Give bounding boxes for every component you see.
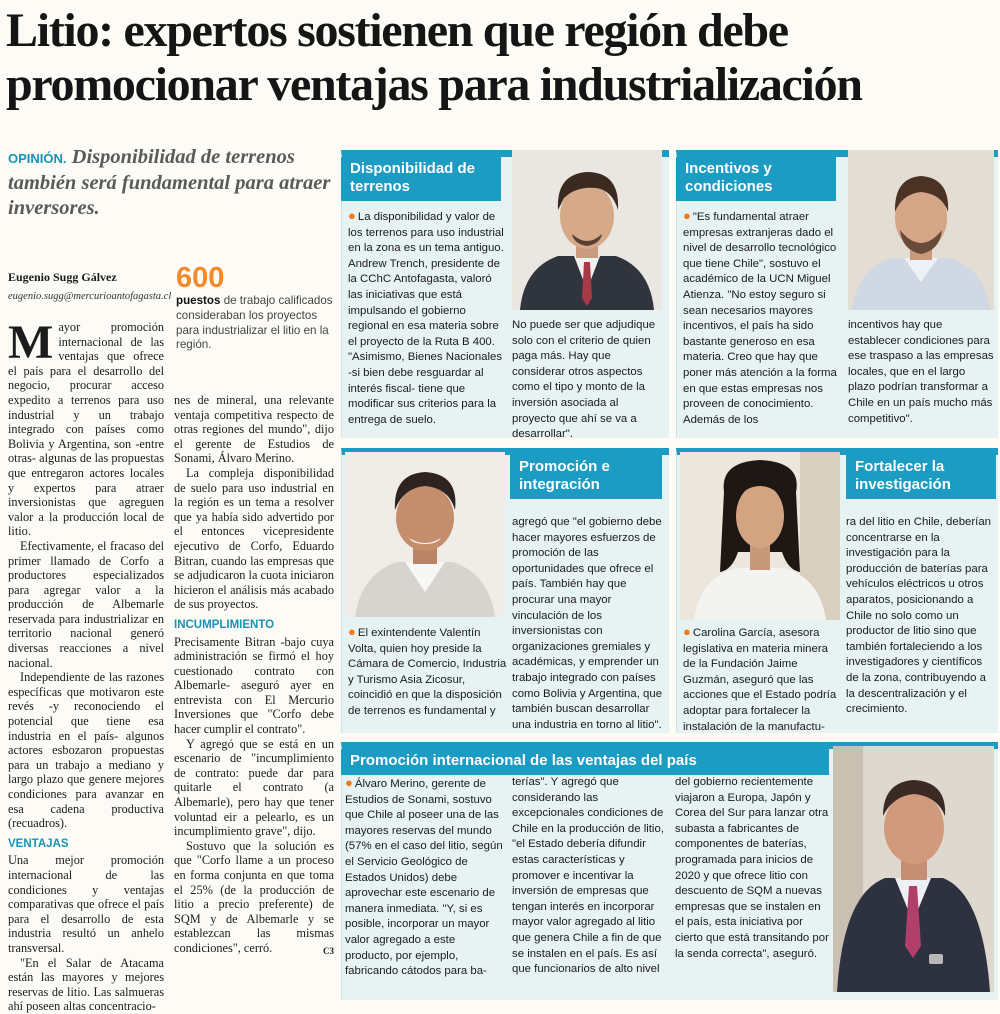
portrait-image xyxy=(512,150,662,310)
bullet-icon: ● xyxy=(345,775,353,790)
kicker-tag: OPINIÓN. xyxy=(8,151,67,166)
portrait-photo-carolina-garcia xyxy=(680,452,840,620)
box-text-col-1: ● Álvaro Merino, gerente de Estudios de Sonami, sostuvo que Chile al poseer una de las mayores reservas del mundo (57% en el caso del litio, según el Servicio Geológico de Estados Unidos) debe aprovechar este escenario de manera inmediata. "Y, si es posible, incorporar un mayor valor agregado a este producto, por ejemplo, fabricando cátodos para ba- xyxy=(345,775,503,978)
headline-line-1: Litio: expertos sostienen que región debe xyxy=(6,4,788,57)
box-text-left: ● La disponibilidad y valor de los terrenos para uso industrial en la zona es un tema antiguo. Andrew Trench, presidente de la CChC Antofagasta, valoró las iniciativas que está impulsando el gobierno regional en esa materia sobre el proyecto de la Ruta B 400. "Asimismo, Bienes Nacionales -si bien debe resguardar al interés fiscal- tiene que modificar sus criterios para la entrega de suelo. xyxy=(348,208,504,426)
box-text-right: incentivos hay que establecer condiciones para ese traspaso a las empresas locales, que en el largo plazo podrían transformar a Chile en un país mucho más competitivo". xyxy=(848,319,994,425)
headline-line-2: promocionar ventajas para industrialización xyxy=(6,58,862,111)
portrait-photo-andrew-trench xyxy=(512,150,662,310)
article-paragraph: Precisamente Bitran -bajo cuya administración se firmó el hoy cuestionado contrato con Albemarle- aseguró ayer en entrevista con El Mercurio Inversiones que "Corfo debe hacer cumplir el contrato". xyxy=(174,634,334,737)
box-text-right: agregó que "el gobierno debe hacer mayores esfuerzos de promoción de las oportunidades que ofrece el país. También hay que procurar una mayor vinculación de los inversionistas con organizaciones gremiales y académicas, y emprender un trabajo integrado con países como Bolivia y Argentina, que también buscan desarrollar una industria en torno al litio". xyxy=(512,516,663,731)
bullet-icon: ● xyxy=(683,208,691,223)
box-text-col-2: terías". Y agregó que considerando las excepcionales condiciones de Chile en la producción de litio, "el Estado debería difundir estas características y promover e incentivar la inversión de empresas que tengan interés en incorporar mayor valor agregado al litio que genera Chile a fin de que se instalen en el país. Es así que funcionarios de alto nivel xyxy=(512,776,664,976)
stat-number: 600 xyxy=(176,262,225,294)
stat-block xyxy=(176,262,338,353)
bullet-icon: ● xyxy=(348,624,356,639)
portrait-image xyxy=(848,150,994,310)
portrait-photo-alvaro-merino xyxy=(833,746,994,992)
box-title: Promoción internacional de las ventajas del país xyxy=(341,749,829,775)
article-paragraph: Sostuvo que la solución es que "Corfo llame a un proceso en forma conjunta en que toma el 25% (de la producción de litio a precio preferente) de SQM y de Albemarle y se establezcan las mismas condiciones", cerró. xyxy=(174,838,334,955)
portrait-image xyxy=(680,452,840,620)
box-text-left: ● Carolina García, asesora legislativa en materia minera de la Fundación Jaime Guzmán, aseguró que las acciones que el Estado podría adoptar para fortalecer la instalación de la manufactu- xyxy=(683,624,837,733)
box-text-col-3: del gobierno recientemente viajaron a Europa, Japón y Corea del Sur para lanzar otra subasta a fabricantes de componentes de baterías, programada para inicios de 2020 y que ofrece litio con descuento de SQM a nuevas empresas que se instalen en el país, esta iniciativa por cierto que está transitando por la senda correcta", aseguró. xyxy=(675,776,829,960)
portrait-image xyxy=(345,452,505,617)
article-paragraph: Independiente de las razones específicas que motivaron este revés -y reconociendo el potencial que tiene esa industria en el país- algunos actores esbozaron propuestas para un trabajo a mediano y largo plazo que genere mejores condiciones para avanzar en esa cadena productiva (recuadros). xyxy=(8,670,164,831)
kicker-text: Disponibilidad de terrenos también será fundamental para atraer inversores. xyxy=(8,146,331,219)
article-paragraph: Una mejor promoción internacional de las condiciones y ventajas comparativas que ofrece el país para el desarrollo de esta industria resultó un anhelo transversal. xyxy=(8,853,164,955)
portrait-image xyxy=(833,746,994,992)
bullet-icon: ● xyxy=(683,624,691,639)
stat-label: puestos xyxy=(176,294,221,307)
box-text-right: ra del litio en Chile, deberían concentrarse en la investigación para la producción de baterías para vehículos eléctricos u otros aparatos, posicionando a Chile no solo como un productor de litio sino que también fortaleciendo a los investigadores y científicos de la zona, contribuyendo a la descentralización y el crecimiento. xyxy=(846,516,992,716)
byline-author: Eugenio Sugg Gálvez xyxy=(8,270,117,284)
stat-text: de trabajo calificados consideraban los proyectos para industrializar el litio en la región. xyxy=(176,294,333,352)
box-text-right: No puede ser que adjudique solo con el criterio de quien paga más. Hay que considerar otros aspectos como el tipo y monto de la inversión asociada al proyecto que ahí se va a desarrollar". xyxy=(512,319,656,441)
box-title: Fortalecer la investigación xyxy=(846,455,996,499)
section-heading-incumplimiento: INCUMPLIMIENTO xyxy=(174,618,275,631)
byline xyxy=(8,270,178,302)
byline-email[interactable]: eugenio.sugg@mercurioantofagasta.cl xyxy=(8,291,172,302)
article-paragraph: La compleja disponibilidad de suelo para uso industrial en la región es un tema a resolver que ya había sido advertido por el entonces vicepresidente ejecutivo de Corfo, Eduardo Bitran, cuando las empresas que se adjudicaron la cuota iniciaron hicieron el análisis más acabado de sus proyectos. xyxy=(174,465,334,612)
kicker xyxy=(8,145,332,221)
bullet-icon: ● xyxy=(348,208,356,223)
article-paragraph: "En el Salar de Atacama están las mayores y mejores reservas de litio. Las salmueras ahí poseen altas concentracio- xyxy=(8,955,164,1014)
box-text-left: ● El exintendente Valentín Volta, quien hoy preside la Cámara de Comercio, Industria y Turismo Asia Zicosur, coincidió en que la disposición de terrenos es fundamental y xyxy=(348,624,507,717)
portrait-photo-valentin-volta xyxy=(345,452,505,617)
box-title: Incentivos y condiciones xyxy=(676,157,836,201)
article-paragraph: nes de mineral, una relevante ventaja competitiva respecto de otras regiones del mundo", dijo el gerente de Estudios de Sonami, Álvaro Merino. xyxy=(174,393,334,466)
box-title: Disponibilidad de terrenos xyxy=(341,157,501,201)
article-column-1 xyxy=(8,316,164,1014)
box-title: Promoción e integración xyxy=(510,455,662,499)
article-column-2 xyxy=(174,393,334,993)
article-paragraph: Y agregó que se está en un escenario de "incumplimiento de contrato: puede dar para quitarle el contrato (a Albemarle), pero hay que tener voluntad eir a pelearlo, es un incumplimiento grave", dijo. xyxy=(174,736,334,839)
drop-cap: M xyxy=(8,316,54,369)
end-mark: C3 xyxy=(323,945,334,956)
portrait-photo-miguel-atienza xyxy=(848,150,994,310)
article-paragraph: ayor promoción internacional de las ventajas que ofrece el país para el desarrollo del negocio, procurar acceso expedito a terrenos para uso industrial y un trabajo integrado con países como Bolivia y Argentina, son -entre otras- algunas de las propuestas que entregaron actores locales y expertos para atraer inversionistas que agreguen valor a la producción local de litio. xyxy=(8,320,164,539)
headline xyxy=(6,4,996,112)
article-paragraph: Efectivamente, el fracaso del primer llamado de Corfo a productores especializados para agregar valor a la producción de Albemarle reservada para industrializar en territorio nacional generó diversas reacciones a nivel nacional. xyxy=(8,538,164,670)
section-heading-ventajas: VENTAJAS xyxy=(8,837,69,850)
box-text-left: ● "Es fundamental atraer empresas extranjeras dado el nivel de desarrollo tecnológico que tiene Chile", sostuvo el académico de la UCN Miguel Atienza. "No estoy seguro si sean necesarios mayores incentivos, el país ha sido bastante generoso en esa materia. Creo que hay que poner más atención a la forma en que estas empresas nos proveen de conocimiento. Además de los xyxy=(683,208,837,426)
